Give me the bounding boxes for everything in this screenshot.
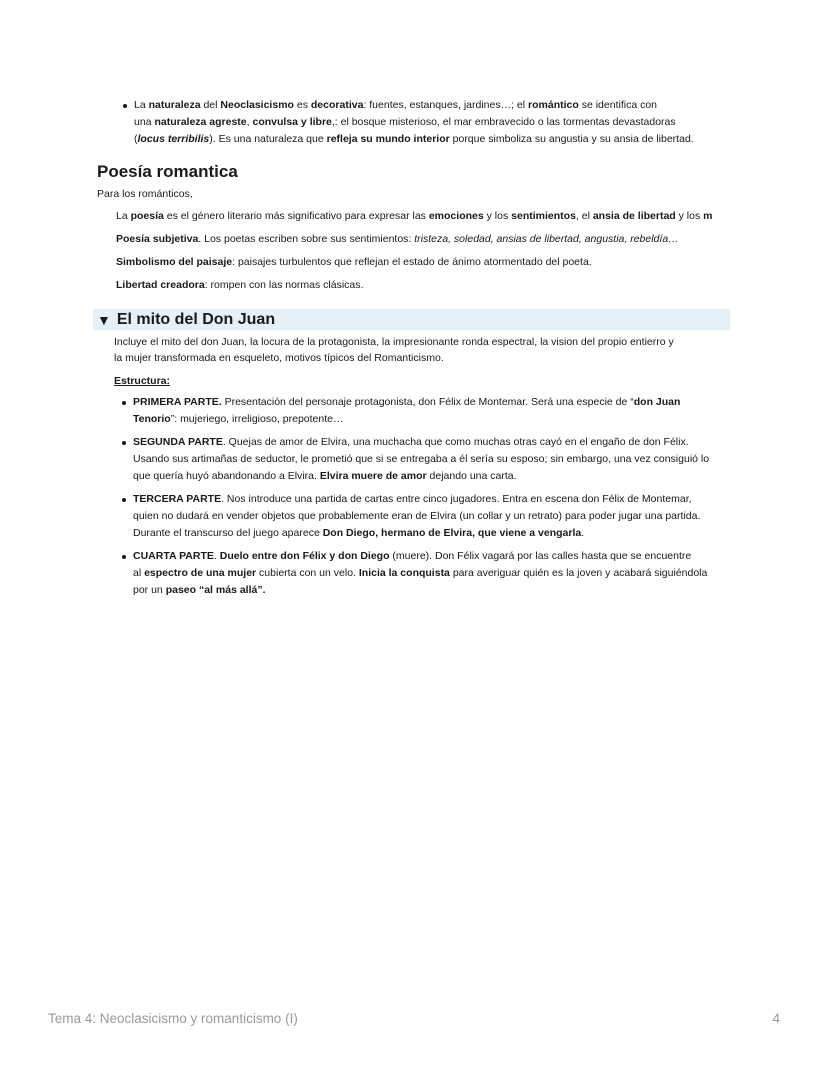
poesia-list: [116, 208, 730, 300]
list-item: SEGUNDA PARTE. Quejas de amor de Elvira, una muchacha que como muchas otras cayó en el engaño de don Félix. Usando sus artimañas de seductor, le prometió que si se entregaba a él sería su esposo; sin embargo, una vez consiguió lo que quería huyó abandonando a Elvira. Elvira muere de amor dejando una carta.: [133, 434, 733, 485]
list-item: La naturaleza del Neoclasicismo es decorativa: fuentes, estanques, jardines…; el romántico se identifica con una naturaleza agreste, convulsa y libre,: el bosque misterioso, el mar embravecido o las tormentas devastadoras (locus terribilis). Es una naturaleza que refleja su mundo interior porque simboliza su angustia y su ansia de libertad.: [134, 97, 734, 148]
section-heading-donjuan: El mito del Don Juan: [116, 310, 276, 328]
triangle-down-icon[interactable]: ▼: [97, 311, 111, 328]
list-item: Libertad creadora: rompen con las normas clásicas.: [116, 277, 730, 294]
naturaleza-list: [134, 97, 734, 148]
toggle-heading-donjuan[interactable]: [93, 309, 730, 330]
list-item: CUARTA PARTE. Duelo entre don Félix y don Diego (muere). Don Félix vagará por las calles hasta que se encuentre al espectro de una mujer cubierta con un velo. Inicia la conquista para averiguar quién es la joven y acabará siguiéndola por un paseo “al más allá”.: [133, 548, 733, 599]
parts-list: [133, 394, 733, 605]
list-item: La poesía es el género literario más significativo para expresar las emociones y los sentimientos, el ansia de libertad y los m: [116, 208, 730, 225]
section-heading-poesia: Poesía romantica: [97, 162, 238, 181]
footer-title: Tema 4: Neoclasicismo y romanticismo (I): [48, 1011, 298, 1026]
list-item: Simbolismo del paisaje: paisajes turbulentos que reflejan el estado de ánimo atormentado del poeta.: [116, 254, 730, 271]
list-item: PRIMERA PARTE. Presentación del personaje protagonista, don Félix de Montemar. Será una especie de “don Juan Tenorio”: mujeriego, irreligioso, prepotente…: [133, 394, 733, 428]
estructura-label: Estructura:: [114, 375, 171, 387]
list-item: TERCERA PARTE. Nos introduce una partida de cartas entre cinco jugadores. Entra en escena don Félix de Montemar, quien no dudará en vender objetos que probablemente eran de Elvira (un collar y un retrato) para poder jugar una partida. Durante el transcurso del juego aparece Don Diego, hermano de Elvira, que viene a vengarla.: [133, 491, 733, 542]
section-intro: Incluye el mito del don Juan, la locura de la protagonista, la impresionante ronda espectral, la vision del propio entierro y la mujer transformada en esqueleto, motivos típicos del Romanticismo.: [114, 336, 674, 364]
section-intro: Para los románticos,: [97, 188, 193, 200]
page-number: 4: [772, 1011, 780, 1026]
list-item: Poesía subjetiva. Los poetas escriben sobre sus sentimientos: tristeza, soledad, ansias de libertad, angustia, rebeldía…: [116, 231, 730, 248]
